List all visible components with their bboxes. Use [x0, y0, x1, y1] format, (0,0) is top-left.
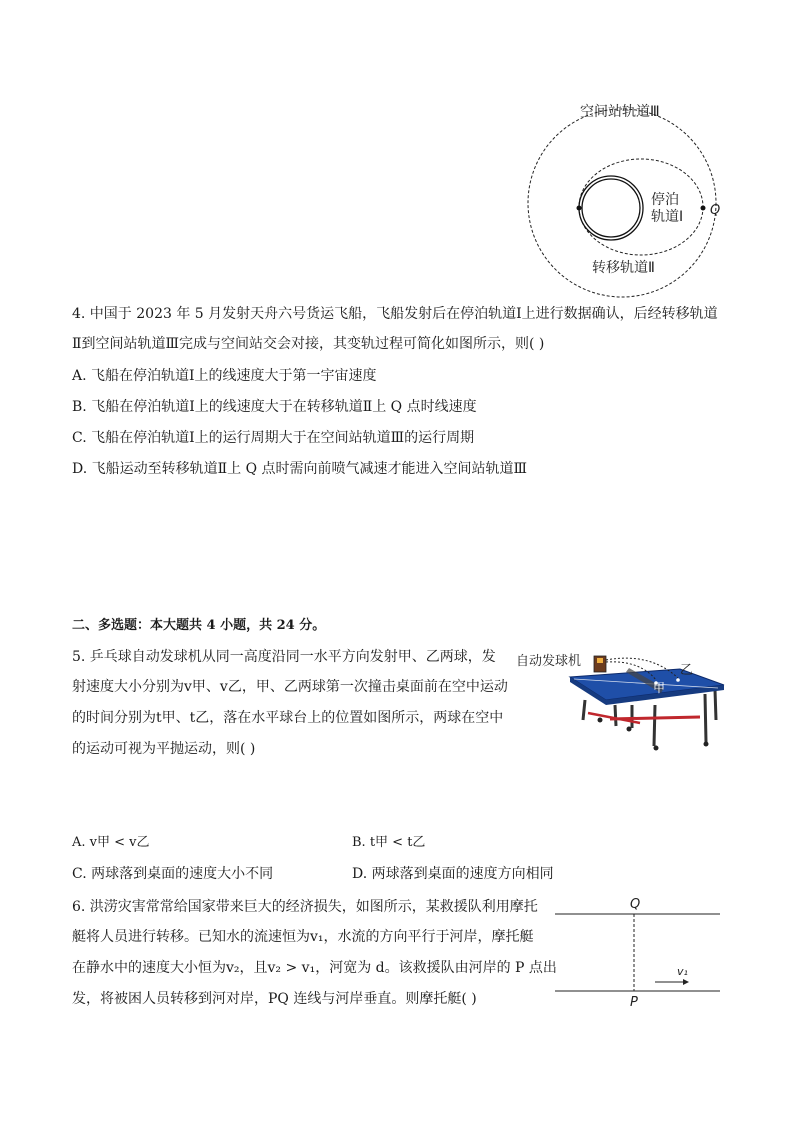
q5-stem-line4: 的运动可视为平抛运动，则( )	[72, 741, 256, 757]
q5-option-b: B. t甲 < t乙	[352, 835, 426, 850]
label-v1: v₁	[677, 965, 688, 978]
q4-option-d: D. 飞船运动至转移轨道Ⅱ上 Q 点时需向前喷气减速才能进入空间站轨道Ⅲ	[72, 461, 528, 477]
label-q6-q: Q	[630, 897, 641, 912]
label-jia: 甲	[653, 681, 666, 695]
q4-option-a: A. 飞船在停泊轨道Ⅰ上的线速度大于第一宇宙速度	[72, 368, 377, 384]
label-station-orbit: 空间站轨道Ⅲ	[580, 104, 660, 120]
q5-option-a: A. v甲 < v乙	[72, 835, 150, 850]
q6-stem-line3: 在静水中的速度大小恒为v₂，且v₂ > v₁，河宽为 d。该救援队由河岸的 P 点出	[72, 960, 557, 976]
label-machine: 自动发球机	[516, 654, 582, 669]
section2-heading: 二、多选题：本大题共 4 小题，共 24 分。	[72, 618, 326, 633]
q6-stem-line1: 6. 洪涝灾害常常给国家带来巨大的经济损失，如图所示，某救援队利用摩托	[72, 899, 538, 915]
label-parking-1: 停泊	[651, 192, 679, 208]
label-transfer: 转移轨道Ⅱ	[592, 260, 655, 276]
flow-arrow-head	[683, 979, 689, 985]
q5-stem-line1: 5. 乒乓球自动发球机从同一高度沿同一水平方向发射甲、乙两球，发	[72, 649, 496, 665]
label-q6-p: P	[630, 995, 638, 1010]
q5-option-c: C. 两球落到桌面的速度大小不同	[72, 866, 274, 882]
q4-stem-line2: Ⅱ到空间站轨道Ⅲ完成与空间站交会对接，其变轨过程可简化如图所示，则( )	[72, 336, 545, 352]
label-q: Q	[710, 203, 721, 218]
q5-option-d: D. 两球落到桌面的速度方向相同	[352, 866, 554, 882]
q6-stem-line4: 发，将被困人员转移到河对岸，PQ 连线与河岸垂直。则摩托艇( )	[72, 991, 477, 1007]
q6-stem-line2: 艇将人员进行转移。已知水的流速恒为v₁，水流的方向平行于河岸，摩托艇	[72, 929, 534, 945]
q5-stem-line3: 的时间分别为t甲、t乙，落在水平球台上的位置如图所示，两球在空中	[72, 710, 504, 726]
q4-option-b: B. 飞船在停泊轨道Ⅰ上的线速度大于在转移轨道Ⅱ上 Q 点时线速度	[72, 399, 477, 415]
label-parking-2: 轨道Ⅰ	[651, 209, 684, 225]
q4-option-c: C. 飞船在停泊轨道Ⅰ上的运行周期大于在空间站轨道Ⅲ的运行周期	[72, 430, 475, 446]
q5-stem-line2: 射速度大小分别为v甲、v乙，甲、乙两球第一次撞击桌面前在空中运动	[72, 679, 508, 695]
label-yi: 乙	[680, 663, 694, 678]
q4-stem-line1: 4. 中国于 2023 年 5 月发射天舟六号货运飞船，飞船发射后在停泊轨道Ⅰ上进行数据确认，后经转移轨道	[72, 306, 718, 322]
